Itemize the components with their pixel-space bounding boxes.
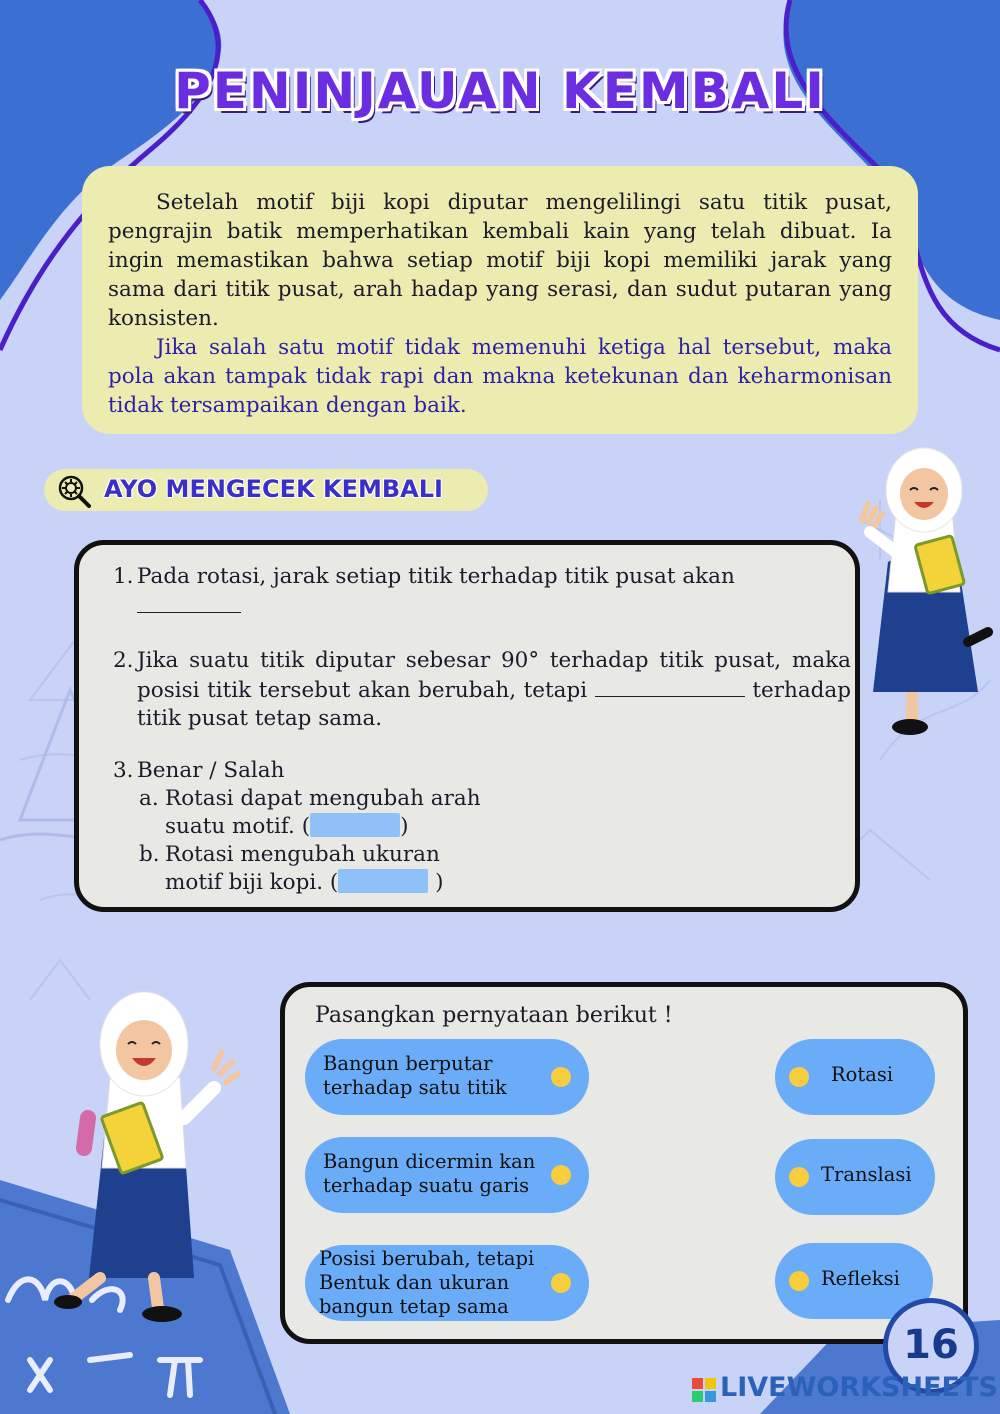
matching-left-1[interactable] — [305, 1039, 589, 1115]
matching-left-3-line3: bangun tetap sama — [319, 1295, 509, 1318]
matching-box — [280, 982, 968, 1344]
intro-box — [82, 166, 918, 434]
matching-title: Pasangkan pernyataan berikut ! — [315, 1003, 673, 1028]
matching-left-2[interactable] — [305, 1137, 589, 1213]
question-3b-line1: Rotasi mengubah ukuran — [165, 842, 440, 867]
section-heading — [44, 469, 488, 511]
matching-left-2-line1: Bangun dicermin kan — [323, 1150, 536, 1173]
matching-right-2-label: Translasi — [821, 1163, 912, 1186]
question-3a — [139, 785, 481, 841]
matching-right-2-dot[interactable] — [789, 1167, 809, 1187]
magnifier-gear-icon — [56, 473, 92, 509]
matching-left-3-dot[interactable] — [551, 1273, 571, 1293]
matching-left-1-line2: terhadap satu titik — [323, 1076, 507, 1099]
question-2-text-after: terhadap titik pusat tetap sama. — [137, 678, 851, 731]
question-1 — [113, 563, 851, 621]
question-3b-line2: motif biji kopi. ( — [165, 870, 339, 895]
question-2 — [113, 647, 851, 733]
matching-left-3-line2: Bentuk dan ukuran — [319, 1271, 510, 1294]
question-2-blank[interactable] — [595, 675, 745, 697]
question-1-text: Pada rotasi, jarak setiap titik terhadap titik pusat akan — [137, 564, 735, 589]
answer-box-3b[interactable] — [338, 869, 428, 893]
matching-left-3-line1: Posisi berubah, tetapi — [319, 1247, 535, 1270]
liveworksheets-logo-icon — [692, 1378, 716, 1402]
question-1-blank[interactable] — [137, 591, 241, 613]
question-3a-line2: suatu motif. ( — [165, 814, 311, 839]
matching-right-1[interactable] — [775, 1039, 935, 1115]
matching-left-1-line1: Bangun berputar — [323, 1052, 493, 1075]
question-3 — [113, 757, 851, 785]
section-label: AYO MENGECEK KEMBALI — [104, 475, 443, 503]
question-3-number: 3. — [113, 758, 134, 783]
matching-right-3-label: Refleksi — [821, 1267, 900, 1290]
intro-paragraph-2: Jika salah satu motif tidak memenuhi ketiga hal tersebut, maka pola akan tampak tidak rapi dan makna ketekunan dan keharmonisan tidak tersampaikan dengan baik. — [108, 335, 892, 418]
matching-left-1-dot[interactable] — [551, 1067, 571, 1087]
matching-right-1-label: Rotasi — [831, 1063, 894, 1086]
question-3b-close: ) — [435, 870, 444, 895]
question-2-text-before: Jika suatu titik diputar sebesar 90° terhadap titik pusat, maka posisi titik tersebut akan berubah, tetapi — [137, 648, 851, 703]
question-2-number: 2. — [113, 648, 134, 673]
matching-left-3[interactable] — [305, 1245, 589, 1321]
student-girl-illustration — [848, 442, 1000, 742]
page-number: 16 — [883, 1298, 979, 1394]
question-3b — [139, 841, 444, 897]
page-title: PENINJAUAN KEMBALI — [174, 62, 826, 120]
question-1-number: 1. — [113, 564, 134, 589]
question-3-text: Benar / Salah — [137, 758, 285, 783]
question-3a-line1: Rotasi dapat mengubah arah — [165, 786, 481, 811]
questions-box — [74, 540, 860, 912]
matching-left-2-dot[interactable] — [551, 1165, 571, 1185]
student-girl-illustration-2 — [44, 978, 244, 1326]
answer-box-3a[interactable] — [310, 813, 400, 837]
question-3a-close: ) — [400, 814, 409, 839]
matching-right-2[interactable] — [775, 1139, 935, 1215]
watermark: LIVEWORKSHEETS — [720, 1372, 998, 1403]
question-3a-number: a. — [139, 786, 159, 811]
matching-right-1-dot[interactable] — [789, 1067, 809, 1087]
question-3b-number: b. — [139, 842, 160, 867]
matching-left-2-line2: terhadap suatu garis — [323, 1174, 530, 1197]
matching-right-3-dot[interactable] — [789, 1271, 809, 1291]
intro-paragraph-1: Setelah motif biji kopi diputar mengelilingi satu titik pusat, pengrajin batik memperhatikan kembali kain yang telah dibuat. Ia ingin memastikan bahwa setiap motif biji kopi memiliki jarak yang sama dari titik pusat, arah hadap yang serasi, dan sudut putaran yang konsisten. — [108, 190, 892, 331]
